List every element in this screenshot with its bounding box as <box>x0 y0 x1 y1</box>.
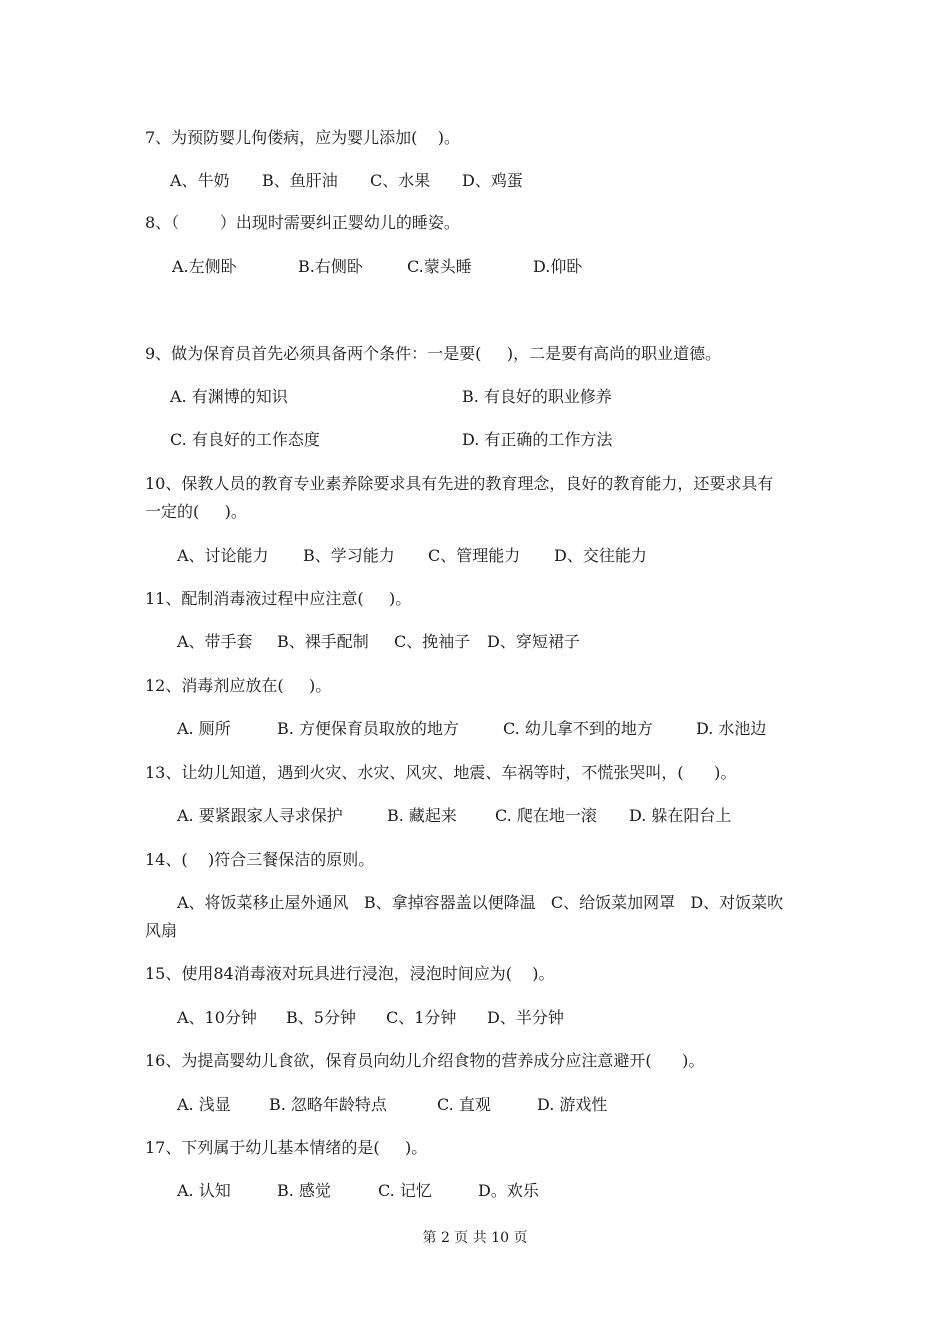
question-10-stem-line-1: 10、保教人员的教育专业素养除要求具有先进的教育理念，良好的教育能力，还要求具有 <box>145 474 774 493</box>
question-7-option-d: D、鸡蛋 <box>462 171 523 190</box>
question-17-option-a: A. 认知 <box>177 1181 231 1200</box>
question-8-option-a: A.左侧卧 <box>172 257 237 276</box>
question-10-stem-line-2: 一定的( )。 <box>145 502 247 521</box>
question-9-option-a: A. 有渊博的知识 <box>170 387 288 406</box>
question-16-option-c: C. 直观 <box>437 1095 491 1114</box>
question-15-option-c: C、1分钟 <box>386 1008 457 1027</box>
question-17-stem: 17、下列属于幼儿基本情绪的是( )。 <box>145 1138 428 1157</box>
question-9-option-b: B. 有良好的职业修养 <box>462 387 612 406</box>
question-11-stem: 11、配制消毒液过程中应注意( )。 <box>145 589 412 608</box>
question-16-stem: 16、为提高婴幼儿食欲，保育员向幼儿介绍食物的营养成分应注意避开( )。 <box>145 1051 705 1070</box>
question-16-option-a: A. 浅显 <box>177 1095 231 1114</box>
question-16-option-b: B. 忽略年龄特点 <box>269 1095 387 1114</box>
question-13-option-c: C. 爬在地一滚 <box>495 806 597 825</box>
question-15-option-b: B、5分钟 <box>286 1008 356 1027</box>
question-8-option-c: C.蒙头睡 <box>407 257 472 276</box>
question-10-option-a: A、讨论能力 <box>177 546 269 565</box>
question-12-option-a: A. 厕所 <box>177 719 231 738</box>
question-11-option-c: C、挽袖子 <box>394 632 471 651</box>
question-7-option-b: B、鱼肝油 <box>262 171 338 190</box>
question-11-option-d: D、穿短裙子 <box>487 632 580 651</box>
page-footer: 第 2 页 共 10 页 <box>422 1230 528 1246</box>
question-11-option-b: B、裸手配制 <box>277 632 369 651</box>
question-10-option-c: C、管理能力 <box>428 546 521 565</box>
question-15-option-a: A、10分钟 <box>177 1008 257 1027</box>
question-9-option-c: C. 有良好的工作态度 <box>170 430 320 449</box>
question-11-option-a: A、带手套 <box>177 632 253 651</box>
question-16-option-d: D. 游戏性 <box>537 1095 608 1114</box>
question-8-option-b: B.右侧卧 <box>298 257 363 276</box>
question-8-stem: 8、（ ）出现时需要纠正婴幼儿的睡姿。 <box>145 213 460 232</box>
question-14-options-line-2: 风扇 <box>145 921 178 940</box>
question-14-stem: 14、( )符合三餐保洁的原则。 <box>145 850 375 869</box>
question-17-option-c: C. 记忆 <box>378 1181 432 1200</box>
question-17-option-b: B. 感觉 <box>277 1181 331 1200</box>
question-12-stem: 12、消毒剂应放在( )。 <box>145 676 332 695</box>
question-13-option-d: D. 躲在阳台上 <box>629 806 732 825</box>
question-13-option-a: A. 要紧跟家人寻求保护 <box>177 806 343 825</box>
question-15-option-d: D、半分钟 <box>487 1008 564 1027</box>
question-7-option-c: C、水果 <box>370 171 431 190</box>
question-7-option-a: A、牛奶 <box>170 171 230 190</box>
question-12-option-b: B. 方便保育员取放的地方 <box>277 719 459 738</box>
question-14-options-line-1: A、将饭菜移止屋外通风 B、拿掉容器盖以便降温 C、给饭菜加网罩 D、对饭菜吹 <box>177 893 784 912</box>
question-12-option-d: D. 水池边 <box>696 719 767 738</box>
question-10-option-d: D、交往能力 <box>554 546 647 565</box>
question-7-stem: 7、为预防婴儿佝偻病，应为婴儿添加( )。 <box>145 128 461 147</box>
question-9-option-d: D. 有正确的工作方法 <box>462 430 613 449</box>
question-13-option-b: B. 藏起来 <box>387 806 457 825</box>
question-8-option-d: D.仰卧 <box>533 257 583 276</box>
question-9-stem: 9、做为保育员首先必须具备两个条件：一是要( )，二是要有高尚的职业道德。 <box>145 344 722 363</box>
question-12-option-c: C. 幼儿拿不到的地方 <box>503 719 653 738</box>
question-10-option-b: B、学习能力 <box>303 546 395 565</box>
question-13-stem: 13、让幼儿知道，遇到火灾、水灾、风灾、地震、车祸等时，不慌张哭叫，( )。 <box>145 763 737 782</box>
question-17-option-d: D。欢乐 <box>478 1181 539 1200</box>
question-15-stem: 15、使用84消毒液对玩具进行浸泡，浸泡时间应为( )。 <box>145 964 555 983</box>
